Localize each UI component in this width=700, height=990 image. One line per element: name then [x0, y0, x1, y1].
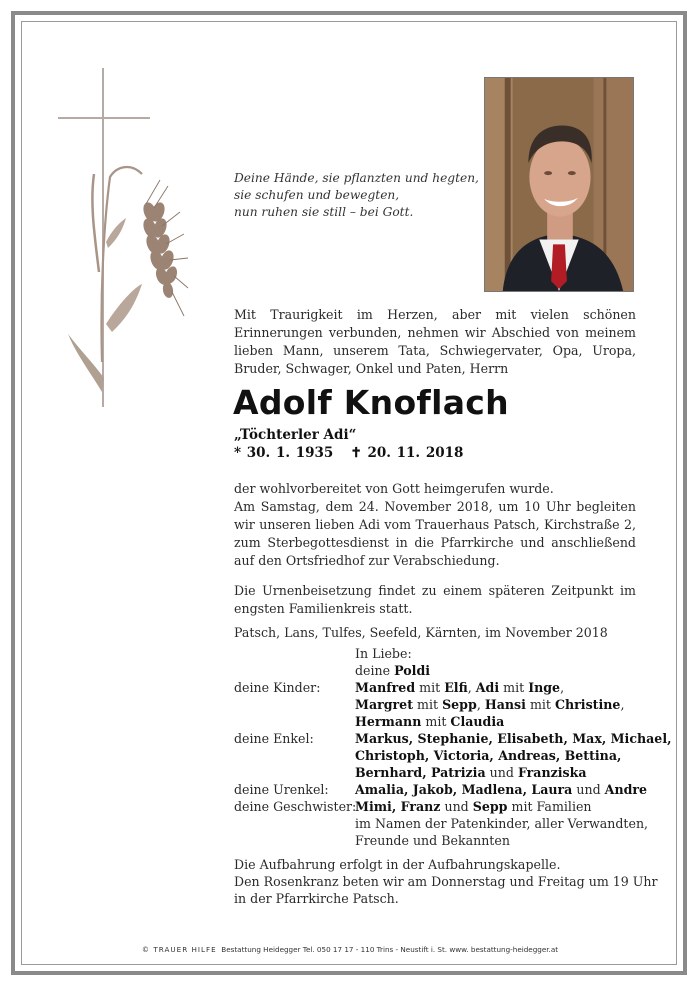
footer-brand: © TRAUER HILFE	[141, 945, 217, 954]
great-grandchildren-names: Amalia, Jakob, Madlena, Laura	[355, 782, 573, 797]
birth-symbol: *	[234, 445, 242, 461]
urenkel-label: deine Urenkel:	[234, 782, 329, 797]
partner-name: Inge	[528, 680, 561, 695]
great-grandchildren-names: Andre	[604, 782, 648, 797]
closing-line: Die Aufbahrung erfolgt in der Aufbahrungskapelle.	[234, 857, 561, 872]
closing-line: Den Rosenkranz beten wir am Donnerstag und Freitag um 19 Uhr	[234, 874, 658, 889]
birth-date: 30. 1. 1935	[246, 445, 334, 461]
and-word: und	[489, 765, 514, 780]
grandchildren-names: Christoph, Victoria, Andreas, Bettina,	[355, 748, 622, 763]
list-item	[234, 798, 644, 815]
closing-line: in der Pfarrkirche Patsch.	[234, 891, 399, 906]
also-line: im Namen der Patenkinder, aller Verwandten,	[355, 816, 649, 831]
siblings-label: deine Geschwister:	[234, 799, 357, 814]
urn-text: Die Urnenbeisetzung findet zu einem späteren Zeitpunkt im engsten Familienkreis statt.	[234, 583, 636, 616]
grandchildren-names: Markus, Stephanie, Elisabeth, Max, Michael,	[355, 731, 672, 746]
poem-verse	[234, 170, 484, 221]
wife-prefix: deine	[355, 663, 391, 678]
list-item	[234, 781, 648, 798]
grandchildren-names: Bernhard, Patrizia	[355, 765, 486, 780]
in-love-label: In Liebe:	[355, 646, 412, 661]
grandchildren-names: Franziska	[517, 765, 587, 780]
child-name: Margret	[355, 697, 414, 712]
sibling-names: Mimi, Franz	[355, 799, 441, 814]
list-item: deine Kinder: Manfred mit Elfi, Adi mit Inge,	[234, 680, 565, 695]
child-name: Hermann	[355, 714, 422, 729]
with-word: mit	[417, 697, 439, 712]
list-item	[234, 730, 672, 747]
list-item	[234, 764, 644, 781]
child-name: Hansi	[484, 697, 526, 712]
child-name: Adi	[475, 680, 500, 695]
family-list	[234, 645, 672, 849]
siblings-suffix: mit Familien	[511, 799, 592, 814]
place-date: Patsch, Lans, Tulfes, Seefeld, Kärnten, im November 2018	[234, 625, 608, 640]
also-line: Freunde und Bekannten	[355, 833, 510, 848]
list-item	[234, 747, 644, 764]
life-dates	[234, 445, 463, 461]
sibling-names: Sepp	[472, 799, 508, 814]
list-item	[234, 832, 644, 849]
list-item	[234, 815, 649, 832]
enkel-label: deine Enkel:	[234, 731, 314, 746]
partner-name: Sepp	[442, 697, 477, 712]
funeral-text: Am Samstag, dem 24. November 2018, um 10 Uhr begleiten wir unseren lieben Adi vom Trauerhaus Patsch, Kirchstraße 2, zum Sterbegottesdienst in die Pfarrkirche und anschließend auf den Ortsfriedhof zur Verabschiedung.	[234, 499, 636, 568]
deceased-nickname: „Töchterler Adi“	[234, 427, 357, 443]
cross-icon: ✝	[350, 445, 362, 461]
list-item	[234, 662, 644, 679]
list-item	[234, 645, 644, 662]
partner-name: Elfi	[444, 680, 468, 695]
closing-text	[234, 856, 658, 907]
with-word: mit	[503, 680, 525, 695]
called-home-text: der wohlvorbereitet von Gott heimgerufen wurde.	[234, 481, 554, 496]
child-name: Manfred	[355, 680, 416, 695]
list-item	[234, 713, 644, 730]
wife-name: Poldi	[394, 663, 431, 678]
verse-line: nun ruhen sie still – bei Gott.	[234, 205, 414, 219]
and-word: und	[444, 799, 469, 814]
portrait-photo	[484, 77, 634, 292]
and-word: und	[576, 782, 601, 797]
cross-wheat-icon	[50, 62, 200, 422]
death-date: 20. 11. 2018	[367, 445, 464, 461]
children-label: deine Kinder:	[234, 680, 321, 695]
partner-name: Claudia	[450, 714, 505, 729]
deceased-name: Adolf Knoflach	[233, 383, 509, 422]
footer	[0, 945, 700, 954]
intro-text: Mit Traurigkeit im Herzen, aber mit vielen schönen Erinnerungen verbunden, nehmen wir Abschied von meinem lieben Mann, unserem Tata, Schwiegervater, Opa, Uropa, Bruder, Schwager, Onkel und Paten, Herrn	[234, 307, 636, 376]
with-word: mit	[419, 680, 441, 695]
list-item: Margret mit Sepp, Hansi mit Christine,	[355, 697, 625, 712]
with-word: mit	[529, 697, 551, 712]
with-word: mit	[425, 714, 447, 729]
verse-line: sie schufen und bewegten,	[234, 188, 400, 202]
footer-text: Bestattung Heidegger Tel. 050 17 17 - 110 Trins - Neustift i. St. www. bestattung-heidegger.at	[221, 945, 559, 954]
partner-name: Christine	[554, 697, 621, 712]
verse-line: Deine Hände, sie pflanzten und hegten,	[234, 171, 479, 185]
